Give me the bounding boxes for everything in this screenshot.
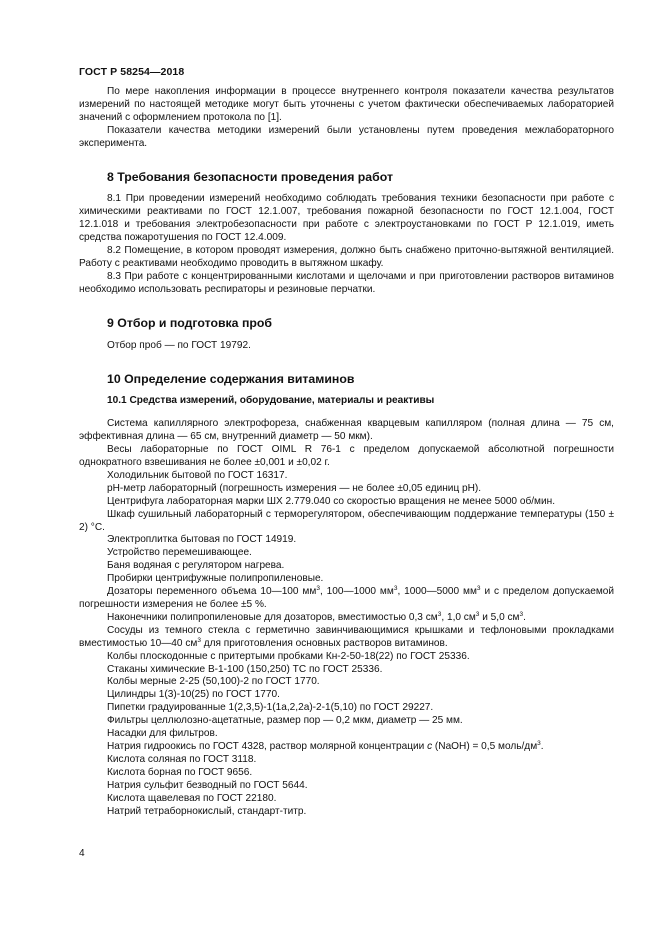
page-number: 4 bbox=[79, 848, 85, 859]
section-10-heading: 10 Определение содержания витаминов bbox=[107, 371, 355, 386]
equipment-item-tips: Наконечники полипропиленовые для дозаторов, вместимостью 0,3 $см^3$, 1,0 $см^3$ и 5,0 $см^3$. bbox=[107, 610, 526, 623]
equipment-item: Колбы мерные 2-25 (50,100)-2 по ГОСТ 1770. bbox=[107, 676, 320, 688]
equipment-item: Весы лабораторные по ГОСТ OIML R 76-1 с пределом допускаемой абсолютной погрешности однократного взвешивания не более ±0,001 и ±0,02 г. bbox=[79, 444, 614, 469]
equipment-item-vessels: Сосуды из темного стекла с герметично завинчивающимися крышками и тефлоновыми прокладками вместимостью 10—40 $см^3$ для приготовления основных растворов витаминов. bbox=[79, 624, 614, 649]
equipment-item: Устройство перемешивающее. bbox=[107, 547, 252, 559]
section-8-heading: 8 Требования безопасности проведения работ bbox=[107, 169, 393, 184]
subsection-10-1-heading: 10.1 Средства измерений, оборудование, материалы и реактивы bbox=[107, 395, 435, 407]
equipment-item: рН-метр лабораторный (погрешность измерения — не более ±0,05 единиц рН). bbox=[107, 482, 482, 494]
section-8-paragraph: 8.2 Помещение, в котором проводят измерения, должно быть снабжено приточно-вытяжной вентиляцией. Работу с реактивами необходимо проводить в вытяжном шкафу. bbox=[79, 245, 614, 269]
equipment-item: Стаканы химические В-1-100 (150,250) ТС по ГОСТ 25336. bbox=[107, 663, 383, 675]
reagent-item: Кислота щавелевая по ГОСТ 22180. bbox=[107, 792, 277, 804]
reagent-item: Кислота борная по ГОСТ 9656. bbox=[107, 766, 253, 778]
page-body bbox=[79, 86, 614, 818]
reagent-item: Кислота соляная по ГОСТ 3118. bbox=[107, 753, 257, 765]
equipment-item: Шкаф сушильный лабораторный с терморегулятором, обеспечивающим поддержание температуры (150 ± 2) °С. bbox=[79, 508, 614, 533]
reagent-item-naoh: Натрия гидроокись по ГОСТ 4328, раствор молярной концентрации с (NaOH) = 0,5 моль/$дм^3$. bbox=[107, 739, 544, 752]
equipment-item: Цилиндры 1(3)-10(25) по ГОСТ 1770. bbox=[107, 689, 280, 701]
standard-header: ГОСТ Р 58254—2018 bbox=[79, 66, 185, 78]
section-8-paragraph: 8.3 При работе с концентрированными кислотами и щелочами и при приготовлении растворов витаминов необходимо использовать респираторы и резиновые перчатки. bbox=[79, 270, 614, 295]
equipment-item: Колбы плоскодонные с притертыми пробками Кн-2-50-18(22) по ГОСТ 25336. bbox=[107, 650, 470, 662]
section-8-paragraph: 8.1 При проведении измерений необходимо соблюдать требования техники безопасности при работе с химическими реактивами по ГОСТ 12.1.007, требования пожарной безопасности по ГОСТ 12.1.004, ГОСТ 12.1.018 и требования электробезопасности при работе с электроустановками по ГОСТ Р 12.1.019, иметь средства пожаротушения по ГОСТ 12.4.009. bbox=[79, 193, 614, 244]
section-9-paragraph: Отбор проб — по ГОСТ 19792. bbox=[107, 339, 251, 351]
reagent-item: Натрий тетраборнокислый, стандарт-титр. bbox=[107, 805, 307, 817]
intro-paragraph: Показатели качества методики измерений были установлены путем проведения межлабораторного эксперимента. bbox=[79, 124, 614, 149]
intro-paragraph: По мере накопления информации в процессе внутреннего контроля показатели качества результатов измерений по настоящей методике могут быть уточнены с учетом фактически обеспечиваемых лабораторией значений с оформлением протокола по [1]. bbox=[79, 86, 614, 123]
equipment-item: Центрифуга лабораторная марки ШХ 2.779.040 со скоростью вращения не менее 5000 об/мин. bbox=[107, 495, 556, 507]
equipment-item: Насадки для фильтров. bbox=[107, 728, 218, 740]
equipment-item: Фильтры целлюлозно-ацетатные, размер пор — 0,2 мкм, диаметр — 25 мм. bbox=[107, 715, 463, 727]
equipment-item: Баня водяная с регулятором нагрева. bbox=[107, 560, 285, 572]
equipment-item: Пробирки центрифужные полипропиленовые. bbox=[107, 573, 324, 585]
equipment-item: Электроплитка бытовая по ГОСТ 14919. bbox=[107, 534, 297, 546]
section-9-heading: 9 Отбор и подготовка проб bbox=[107, 315, 272, 330]
equipment-item: Пипетки градуированные 1(2,3,5)-1(1а,2,2а)-2-1(5,10) по ГОСТ 29227. bbox=[107, 702, 434, 714]
equipment-item-dosators: Дозаторы переменного объема 10—100 $мм^3$, 100—1000 $мм^3$, 1000—5000 $мм^3$ и с пределом допускаемой погрешности измерения не более ±5 %. bbox=[79, 585, 615, 610]
equipment-item: Система капиллярного электрофореза, снабженная кварцевым капилляром (полная длина — 75 см, эффективная длина — 65 см, внутренний диаметр — 50 мкм). bbox=[79, 418, 614, 443]
reagent-item: Натрия сульфит безводный по ГОСТ 5644. bbox=[107, 779, 308, 791]
equipment-item: Холодильник бытовой по ГОСТ 16317. bbox=[107, 469, 288, 481]
